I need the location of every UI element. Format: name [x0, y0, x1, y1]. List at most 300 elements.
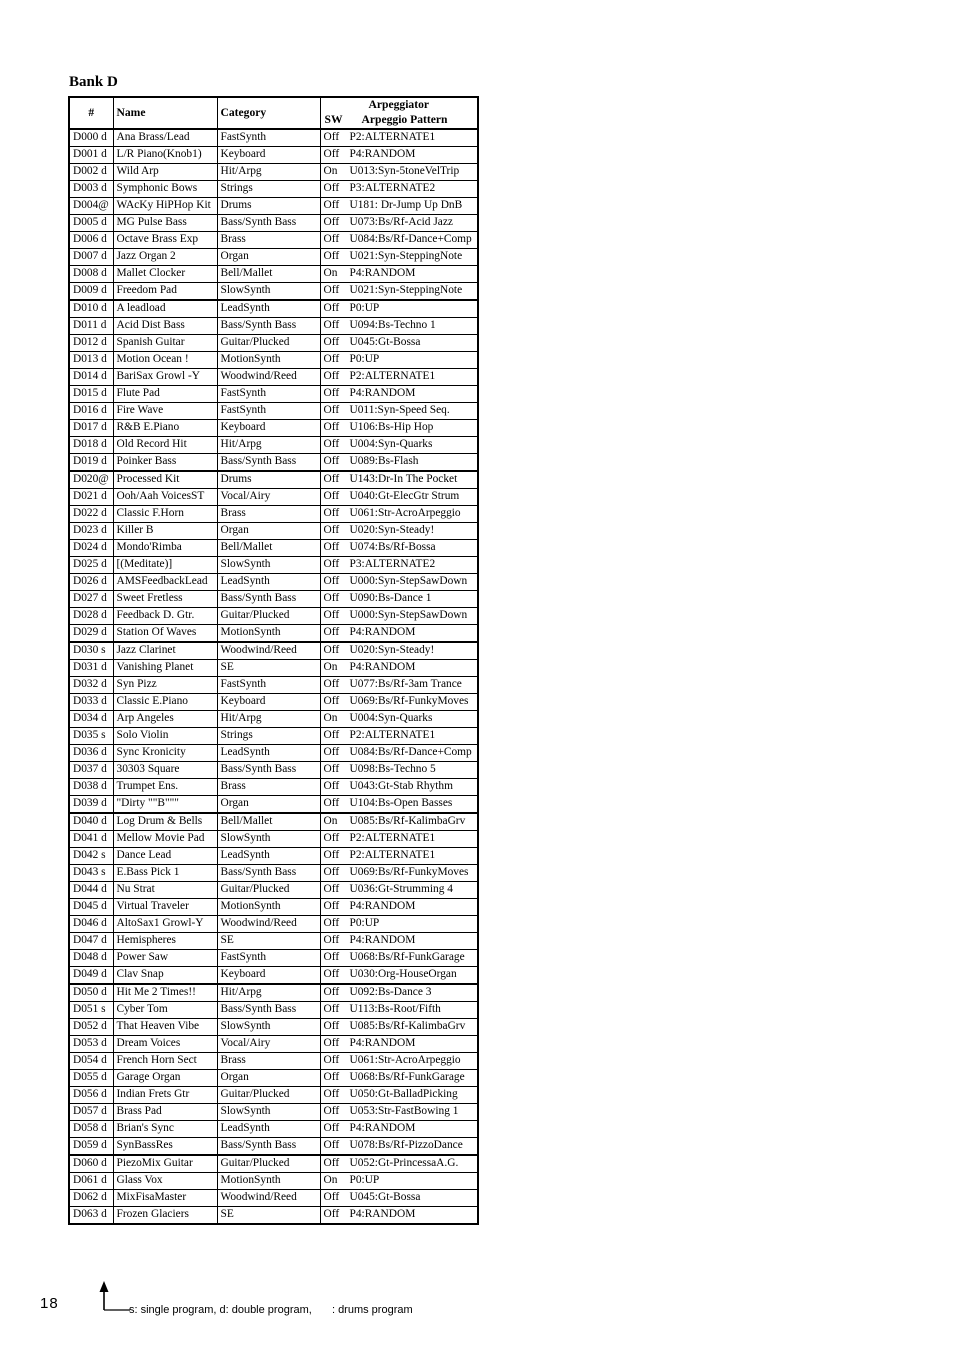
- table-row: [69, 420, 478, 437]
- cell-number: D048 d: [69, 950, 113, 967]
- cell-category: Keyboard: [217, 420, 320, 437]
- cell-pattern: U143:Dr-In The Pocket: [349, 473, 458, 486]
- cell-sw: On: [323, 267, 338, 280]
- cell-sw: Off: [323, 986, 340, 999]
- cell-arpeggiator: [320, 215, 478, 232]
- cell-pattern: U000:Syn-StepSawDown: [349, 575, 468, 588]
- cell-number: D019 d: [69, 454, 113, 472]
- cell-category: MotionSynth: [217, 899, 320, 916]
- table-row: [69, 660, 478, 677]
- cell-pattern: U085:Bs/Rf-KalimbaGrv: [349, 815, 466, 828]
- cell-category: Organ: [217, 1070, 320, 1087]
- cell-category: SE: [217, 660, 320, 677]
- legend-leader-line: [110, 1309, 130, 1311]
- cell-number: D003 d: [69, 181, 113, 198]
- cell-number: D058 d: [69, 1121, 113, 1138]
- cell-sw: Off: [323, 1157, 340, 1170]
- legend-text-drums: : drums program: [331, 1304, 413, 1316]
- cell-name: MixFisaMaster: [113, 1190, 217, 1207]
- cell-category: Woodwind/Reed: [217, 916, 320, 933]
- cell-sw: Off: [323, 626, 340, 639]
- table-row: [69, 1190, 478, 1207]
- cell-pattern: U084:Bs/Rf-Dance+Comp: [349, 233, 472, 246]
- cell-sw: Off: [323, 832, 340, 845]
- table-row: [69, 1053, 478, 1070]
- cell-arpeggiator: [320, 352, 478, 369]
- cell-pattern: U004:Syn-Quarks: [349, 712, 433, 725]
- table-row: [69, 796, 478, 814]
- cell-sw: Off: [323, 900, 340, 913]
- cell-name: Old Record Hit: [113, 437, 217, 454]
- cell-pattern: U040:Gt-ElecGtr Strum: [349, 490, 460, 503]
- cell-number: D056 d: [69, 1087, 113, 1104]
- cell-sw: On: [323, 1174, 338, 1187]
- cell-name: Processed Kit: [113, 471, 217, 489]
- cell-name: Classic F.Horn: [113, 506, 217, 523]
- cell-arpeggiator: [320, 300, 478, 318]
- table-row: [69, 454, 478, 472]
- table-row: [69, 129, 478, 147]
- table-row: [69, 1121, 478, 1138]
- cell-name: Syn Pizz: [113, 677, 217, 694]
- cell-number: D051 s: [69, 1002, 113, 1019]
- cell-arpeggiator: [320, 283, 478, 301]
- cell-sw: Off: [323, 1071, 340, 1084]
- cell-number: D044 d: [69, 882, 113, 899]
- cell-number: D060 d: [69, 1155, 113, 1173]
- cell-pattern: P4:RANDOM: [349, 661, 416, 674]
- cell-category: LeadSynth: [217, 745, 320, 762]
- cell-pattern: P4:RANDOM: [349, 387, 416, 400]
- cell-pattern: P0:UP: [349, 1174, 380, 1187]
- cell-pattern: U021:Syn-SteppingNote: [349, 284, 463, 297]
- cell-name: Motion Ocean !: [113, 352, 217, 369]
- cell-number: D022 d: [69, 506, 113, 523]
- cell-pattern: U053:Str-FastBowing 1: [349, 1105, 459, 1118]
- cell-arpeggiator: [320, 1070, 478, 1087]
- cell-number: D037 d: [69, 762, 113, 779]
- cell-sw: Off: [323, 1208, 340, 1221]
- cell-name: AltoSax1 Growl-Y: [113, 916, 217, 933]
- table-body: [69, 129, 478, 1224]
- cell-sw: Off: [323, 250, 340, 263]
- cell-name: Dance Lead: [113, 848, 217, 865]
- cell-sw: Off: [323, 695, 340, 708]
- cell-pattern: U089:Bs-Flash: [349, 455, 419, 468]
- cell-sw: Off: [323, 182, 340, 195]
- cell-pattern: U113:Bs-Root/Fifth: [349, 1003, 441, 1016]
- cell-name: Jazz Organ 2: [113, 249, 217, 266]
- cell-number: D052 d: [69, 1019, 113, 1036]
- cell-pattern: U021:Syn-SteppingNote: [349, 250, 463, 263]
- cell-number: D031 d: [69, 660, 113, 677]
- cell-sw: Off: [323, 1037, 340, 1050]
- cell-category: MotionSynth: [217, 1173, 320, 1190]
- cell-sw: Off: [323, 302, 340, 315]
- table-row: [69, 147, 478, 164]
- cell-sw: Off: [323, 490, 340, 503]
- table-row: [69, 933, 478, 950]
- cell-number: D032 d: [69, 677, 113, 694]
- cell-name: Sync Kronicity: [113, 745, 217, 762]
- table-row: [69, 1138, 478, 1156]
- header-arpeggiator: [320, 97, 478, 129]
- cell-pattern: P4:RANDOM: [349, 934, 416, 947]
- cell-number: D053 d: [69, 1036, 113, 1053]
- cell-category: Guitar/Plucked: [217, 608, 320, 625]
- cell-sw: Off: [323, 387, 340, 400]
- cell-pattern: U013:Syn-5toneVelTrip: [349, 165, 460, 178]
- cell-category: Brass: [217, 506, 320, 523]
- cell-arpeggiator: [320, 164, 478, 181]
- cell-arpeggiator: [320, 454, 478, 472]
- cell-arpeggiator: [320, 557, 478, 574]
- cell-name: R&B E.Piano: [113, 420, 217, 437]
- table-row: [69, 625, 478, 643]
- cell-sw: On: [323, 661, 338, 674]
- cell-pattern: U043:Gt-Stab Rhythm: [349, 780, 453, 793]
- cell-category: Keyboard: [217, 967, 320, 985]
- cell-category: FastSynth: [217, 386, 320, 403]
- cell-arpeggiator: [320, 147, 478, 164]
- cell-number: D027 d: [69, 591, 113, 608]
- cell-arpeggiator: [320, 1019, 478, 1036]
- cell-sw: Off: [323, 199, 340, 212]
- table-row: [69, 369, 478, 386]
- cell-pattern: P2:ALTERNATE1: [349, 370, 436, 383]
- cell-sw: Off: [323, 353, 340, 366]
- cell-name: Mallet Clocker: [113, 266, 217, 283]
- cell-name: Wild Arp: [113, 164, 217, 181]
- cell-sw: Off: [323, 370, 340, 383]
- table-row: [69, 557, 478, 574]
- cell-sw: Off: [323, 1088, 340, 1101]
- table-row: [69, 694, 478, 711]
- cell-arpeggiator: [320, 1036, 478, 1053]
- cell-category: SlowSynth: [217, 557, 320, 574]
- cell-name: Spanish Guitar: [113, 335, 217, 352]
- cell-arpeggiator: [320, 181, 478, 198]
- table-row: [69, 1087, 478, 1104]
- cell-category: Hit/Arpg: [217, 164, 320, 181]
- cell-sw: Off: [323, 131, 340, 144]
- cell-arpeggiator: [320, 950, 478, 967]
- cell-sw: Off: [323, 1191, 340, 1204]
- cell-number: D009 d: [69, 283, 113, 301]
- table-row: [69, 386, 478, 403]
- cell-category: FastSynth: [217, 403, 320, 420]
- cell-category: Bass/Synth Bass: [217, 318, 320, 335]
- cell-arpeggiator: [320, 1121, 478, 1138]
- cell-arpeggiator: [320, 1190, 478, 1207]
- cell-number: D039 d: [69, 796, 113, 814]
- table-row: [69, 848, 478, 865]
- table-row: [69, 318, 478, 335]
- cell-pattern: P3:ALTERNATE2: [349, 558, 436, 571]
- table-row: [69, 181, 478, 198]
- cell-pattern: U084:Bs/Rf-Dance+Comp: [349, 746, 472, 759]
- cell-arpeggiator: [320, 1173, 478, 1190]
- cell-category: LeadSynth: [217, 300, 320, 318]
- cell-category: Vocal/Airy: [217, 1036, 320, 1053]
- cell-category: SlowSynth: [217, 831, 320, 848]
- cell-sw: Off: [323, 1054, 340, 1067]
- cell-pattern: U000:Syn-StepSawDown: [349, 609, 468, 622]
- cell-category: FastSynth: [217, 677, 320, 694]
- cell-pattern: P4:RANDOM: [349, 1122, 416, 1135]
- table-row: [69, 899, 478, 916]
- cell-sw: Off: [323, 763, 340, 776]
- table-row: [69, 1155, 478, 1173]
- header-sw: SW: [324, 113, 343, 127]
- cell-sw: Off: [323, 1139, 340, 1152]
- cell-category: LeadSynth: [217, 1121, 320, 1138]
- cell-sw: Off: [323, 507, 340, 520]
- cell-name: Trumpet Ens.: [113, 779, 217, 796]
- cell-name: Power Saw: [113, 950, 217, 967]
- cell-category: Bell/Mallet: [217, 813, 320, 831]
- cell-name: Indian Frets Gtr: [113, 1087, 217, 1104]
- cell-category: SlowSynth: [217, 283, 320, 301]
- table-row: [69, 471, 478, 489]
- cell-category: LeadSynth: [217, 574, 320, 591]
- cell-category: SlowSynth: [217, 1104, 320, 1121]
- cell-number: D004@: [69, 198, 113, 215]
- table-row: [69, 574, 478, 591]
- table-row: [69, 198, 478, 215]
- cell-pattern: P0:UP: [349, 353, 380, 366]
- cell-name: A leadload: [113, 300, 217, 318]
- table-row: [69, 300, 478, 318]
- cell-number: D041 d: [69, 831, 113, 848]
- cell-category: Brass: [217, 1053, 320, 1070]
- cell-arpeggiator: [320, 129, 478, 147]
- cell-category: Vocal/Airy: [217, 489, 320, 506]
- cell-sw: Off: [323, 473, 340, 486]
- table-row: [69, 266, 478, 283]
- table-row: [69, 728, 478, 745]
- table-row: [69, 745, 478, 762]
- table-row: [69, 249, 478, 266]
- table-row: [69, 984, 478, 1002]
- cell-arpeggiator: [320, 916, 478, 933]
- cell-number: D033 d: [69, 694, 113, 711]
- cell-name: Poinker Bass: [113, 454, 217, 472]
- cell-sw: On: [323, 165, 338, 178]
- cell-category: Bass/Synth Bass: [217, 1002, 320, 1019]
- cell-number: D007 d: [69, 249, 113, 266]
- table-row: [69, 283, 478, 301]
- table-row: [69, 711, 478, 728]
- cell-arpeggiator: [320, 198, 478, 215]
- table-row: [69, 916, 478, 933]
- cell-category: Bass/Synth Bass: [217, 215, 320, 232]
- cell-arpeggiator: [320, 642, 478, 660]
- cell-number: D012 d: [69, 335, 113, 352]
- table-row: [69, 967, 478, 985]
- cell-arpeggiator: [320, 848, 478, 865]
- table-row: [69, 642, 478, 660]
- cell-sw: Off: [323, 729, 340, 742]
- table-row: [69, 1002, 478, 1019]
- cell-name: Ooh/Aah VoicesST: [113, 489, 217, 506]
- cell-sw: Off: [323, 216, 340, 229]
- cell-number: D036 d: [69, 745, 113, 762]
- cell-number: D021 d: [69, 489, 113, 506]
- cell-name: E.Bass Pick 1: [113, 865, 217, 882]
- cell-number: D020@: [69, 471, 113, 489]
- cell-name: Frozen Glaciers: [113, 1207, 217, 1225]
- cell-name: 30303 Square: [113, 762, 217, 779]
- cell-category: Hit/Arpg: [217, 711, 320, 728]
- cell-category: Bass/Synth Bass: [217, 762, 320, 779]
- cell-pattern: U030:Org-HouseOrgan: [349, 968, 457, 981]
- cell-category: MotionSynth: [217, 352, 320, 369]
- cell-pattern: U050:Gt-BalladPicking: [349, 1088, 458, 1101]
- cell-category: Brass: [217, 779, 320, 796]
- cell-name: Acid Dist Bass: [113, 318, 217, 335]
- cell-pattern: U073:Bs/Rf-Acid Jazz: [349, 216, 453, 229]
- cell-arpeggiator: [320, 1138, 478, 1156]
- cell-arpeggiator: [320, 369, 478, 386]
- cell-pattern: U104:Bs-Open Basses: [349, 797, 453, 810]
- cell-category: Bass/Synth Bass: [217, 454, 320, 472]
- cell-name: WAcKy HiPHop Kit: [113, 198, 217, 215]
- cell-category: Woodwind/Reed: [217, 642, 320, 660]
- cell-category: Strings: [217, 181, 320, 198]
- cell-sw: Off: [323, 336, 340, 349]
- cell-sw: Off: [323, 1105, 340, 1118]
- table-row: [69, 1036, 478, 1053]
- table-row: [69, 1207, 478, 1225]
- cell-sw: Off: [323, 524, 340, 537]
- table-row: [69, 762, 478, 779]
- cell-name: Vanishing Planet: [113, 660, 217, 677]
- cell-sw: Off: [323, 678, 340, 691]
- cell-name: Ana Brass/Lead: [113, 129, 217, 147]
- table-row: [69, 831, 478, 848]
- legend-text-program-types: s: single program, d: double program,: [129, 1304, 312, 1316]
- bank-title: Bank D: [69, 74, 118, 90]
- cell-name: Log Drum & Bells: [113, 813, 217, 831]
- cell-number: D061 d: [69, 1173, 113, 1190]
- cell-name: Hemispheres: [113, 933, 217, 950]
- cell-sw: Off: [323, 968, 340, 981]
- table-row: [69, 779, 478, 796]
- cell-pattern: U061:Str-AcroArpeggio: [349, 1054, 461, 1067]
- cell-category: Brass: [217, 232, 320, 249]
- cell-arpeggiator: [320, 882, 478, 899]
- cell-number: D057 d: [69, 1104, 113, 1121]
- cell-arpeggiator: [320, 779, 478, 796]
- cell-name: Station Of Waves: [113, 625, 217, 643]
- cell-category: Bass/Synth Bass: [217, 865, 320, 882]
- cell-sw: Off: [323, 233, 340, 246]
- cell-category: Organ: [217, 249, 320, 266]
- cell-number: D013 d: [69, 352, 113, 369]
- cell-pattern: P3:ALTERNATE2: [349, 182, 436, 195]
- table-row: [69, 489, 478, 506]
- cell-category: Bass/Synth Bass: [217, 1138, 320, 1156]
- cell-arpeggiator: [320, 1002, 478, 1019]
- cell-name: Mellow Movie Pad: [113, 831, 217, 848]
- cell-sw: On: [323, 712, 338, 725]
- cell-sw: Off: [323, 319, 340, 332]
- cell-category: Hit/Arpg: [217, 437, 320, 454]
- cell-name: Solo Violin: [113, 728, 217, 745]
- cell-number: D005 d: [69, 215, 113, 232]
- page-number: 18: [40, 1295, 59, 1312]
- cell-arpeggiator: [320, 762, 478, 779]
- cell-pattern: U036:Gt-Strumming 4: [349, 883, 453, 896]
- cell-category: Guitar/Plucked: [217, 335, 320, 352]
- cell-number: D010 d: [69, 300, 113, 318]
- cell-arpeggiator: [320, 403, 478, 420]
- cell-name: Mondo'Rimba: [113, 540, 217, 557]
- cell-arpeggiator: [320, 249, 478, 266]
- cell-number: D014 d: [69, 369, 113, 386]
- cell-sw: Off: [323, 917, 340, 930]
- cell-sw: Off: [323, 592, 340, 605]
- table-row: [69, 164, 478, 181]
- cell-category: Bass/Synth Bass: [217, 591, 320, 608]
- cell-arpeggiator: [320, 796, 478, 814]
- cell-arpeggiator: [320, 232, 478, 249]
- header-pattern: Arpeggio Pattern: [361, 113, 448, 127]
- cell-number: D028 d: [69, 608, 113, 625]
- cell-name: Hit Me 2 Times!!: [113, 984, 217, 1002]
- cell-number: D024 d: [69, 540, 113, 557]
- cell-sw: Off: [323, 797, 340, 810]
- cell-arpeggiator: [320, 933, 478, 950]
- cell-pattern: U085:Bs/Rf-KalimbaGrv: [349, 1020, 466, 1033]
- cell-sw: Off: [323, 1020, 340, 1033]
- table-row: [69, 950, 478, 967]
- cell-pattern: P2:ALTERNATE1: [349, 729, 436, 742]
- cell-pattern: U045:Gt-Bossa: [349, 336, 421, 349]
- cell-sw: Off: [323, 849, 340, 862]
- cell-sw: Off: [323, 541, 340, 554]
- legend-pointer-arrow-icon: [98, 1281, 110, 1311]
- header-number: #: [69, 97, 113, 129]
- cell-number: D016 d: [69, 403, 113, 420]
- cell-number: D045 d: [69, 899, 113, 916]
- table-row: [69, 232, 478, 249]
- cell-name: Arp Angeles: [113, 711, 217, 728]
- table-header-row: [69, 97, 478, 129]
- cell-name: Sweet Fretless: [113, 591, 217, 608]
- table-row: [69, 523, 478, 540]
- cell-arpeggiator: [320, 574, 478, 591]
- cell-number: D043 s: [69, 865, 113, 882]
- cell-pattern: U061:Str-AcroArpeggio: [349, 507, 461, 520]
- table-row: [69, 813, 478, 831]
- cell-pattern: P2:ALTERNATE1: [349, 131, 436, 144]
- cell-name: BariSax Growl -Y: [113, 369, 217, 386]
- cell-pattern: U052:Gt-PrincessaA.G.: [349, 1157, 459, 1170]
- cell-sw: Off: [323, 644, 340, 657]
- cell-pattern: P4:RANDOM: [349, 1208, 416, 1221]
- table-row: [69, 352, 478, 369]
- cell-name: AMSFeedbackLead: [113, 574, 217, 591]
- cell-arpeggiator: [320, 831, 478, 848]
- cell-number: D017 d: [69, 420, 113, 437]
- cell-name: MG Pulse Bass: [113, 215, 217, 232]
- header-name: Name: [113, 97, 217, 129]
- cell-pattern: U069:Bs/Rf-FunkyMoves: [349, 866, 469, 879]
- cell-category: Drums: [217, 198, 320, 215]
- cell-pattern: P4:RANDOM: [349, 148, 416, 161]
